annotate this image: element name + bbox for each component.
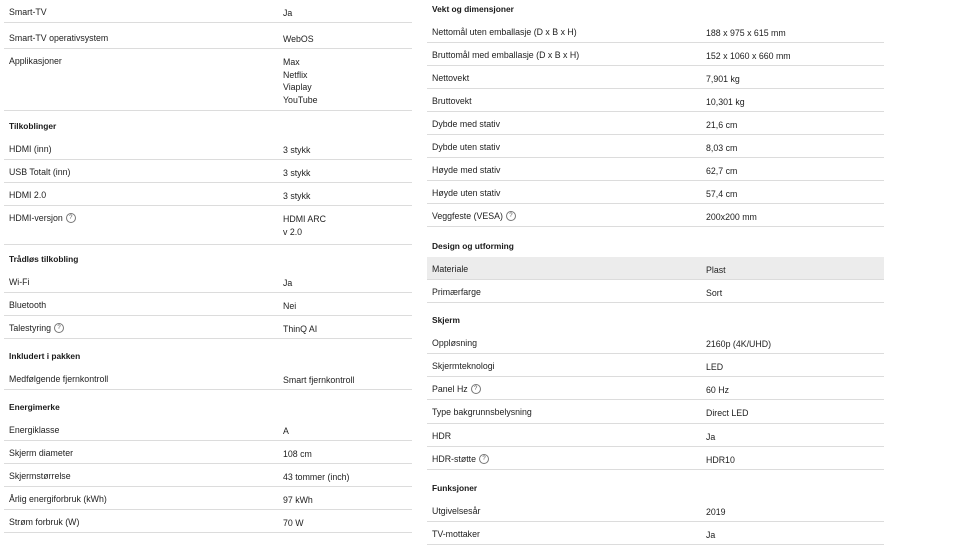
spec-value — [706, 361, 723, 374]
spec-value — [706, 27, 786, 40]
spec-value-line: 57,4 cm — [706, 189, 738, 199]
spec-value — [706, 384, 729, 397]
spec-label — [9, 7, 47, 17]
spec-label — [432, 73, 469, 83]
spec-row-arlig-energiforbruk-kwh — [4, 487, 412, 510]
spec-label-text: USB Totalt (inn) — [9, 167, 71, 177]
spec-label-text: Utgivelsesår — [432, 506, 481, 516]
spec-label — [9, 374, 108, 384]
spec-row-nettomal-uten-emballasje-d-x-b-x-h — [427, 20, 884, 43]
section-heading-design-og-utforming: Design og utforming — [432, 241, 514, 251]
spec-value — [706, 287, 722, 300]
spec-value — [706, 407, 749, 420]
spec-value — [283, 448, 312, 461]
section-heading-tradlos-tilkobling: Trådløs tilkobling — [9, 254, 79, 264]
section-heading-energimerke: Energimerke — [9, 402, 60, 412]
spec-label-text: Oppløsning — [432, 338, 477, 348]
spec-label — [432, 431, 451, 441]
spec-value-line: YouTube — [283, 94, 318, 105]
spec-label-text: Strøm forbruk (W) — [9, 517, 80, 527]
spec-label-text: Nettovekt — [432, 73, 470, 83]
spec-value-line: 8,03 cm — [706, 143, 738, 153]
spec-row-medfolgende-fjernkontroll — [4, 367, 412, 390]
spec-value-line: Viaplay — [283, 82, 312, 92]
spec-label-text: Type bakgrunnsbelysning — [432, 407, 532, 417]
spec-label-text: HDMI 2.0 — [9, 190, 47, 200]
spec-label-text: Medfølgende fjernkontroll — [9, 374, 109, 384]
spec-value-line: 188 x 975 x 615 mm — [706, 28, 786, 38]
spec-value — [283, 277, 292, 290]
spec-row-utgivelsesar — [427, 499, 884, 522]
spec-value — [706, 431, 715, 444]
help-icon[interactable]: ? — [54, 323, 64, 333]
spec-value — [283, 213, 326, 238]
spec-label — [432, 96, 472, 106]
section-heading-skjerm: Skjerm — [432, 315, 460, 325]
spec-row-energiklasse — [4, 418, 412, 441]
spec-label-text: Skjermteknologi — [432, 361, 495, 371]
spec-row-veggfeste-vesa — [427, 204, 884, 227]
spec-row-opplosning — [427, 331, 884, 354]
spec-label-text: Energiklasse — [9, 425, 60, 435]
spec-label-text: Nettomål uten emballasje (D x B x H) — [432, 27, 577, 37]
spec-value — [283, 425, 289, 438]
spec-label-text: HDR — [432, 431, 452, 441]
spec-value — [706, 165, 737, 178]
spec-label-text: Smart-TV — [9, 7, 47, 17]
spec-label — [9, 213, 76, 224]
spec-value — [283, 56, 318, 106]
spec-row-bruttomal-med-emballasje-d-x-b-x-h — [427, 43, 884, 66]
spec-value — [706, 50, 791, 63]
spec-value — [706, 211, 757, 224]
spec-label — [9, 300, 46, 310]
spec-row-materiale — [427, 257, 884, 280]
spec-label-text: Veggfeste (VESA) — [432, 211, 503, 221]
spec-value — [283, 167, 310, 180]
spec-label-text: HDMI-versjon — [9, 213, 63, 223]
spec-row-smart-tv — [4, 0, 412, 23]
spec-label-text: Høyde med stativ — [432, 165, 501, 175]
spec-value — [283, 517, 304, 530]
spec-row-type-bakgrunnsbelysning — [427, 400, 884, 424]
spec-label-text: Dybde med stativ — [432, 119, 500, 129]
spec-row-smart-tv-operativsystem — [4, 26, 412, 49]
spec-value-line: 7,901 kg — [706, 74, 740, 84]
spec-value-line: 2019 — [706, 507, 726, 517]
spec-row-tv-mottaker — [427, 522, 884, 545]
spec-value-line: 21,6 cm — [706, 120, 738, 130]
spec-label — [432, 454, 489, 465]
spec-value — [706, 264, 726, 277]
spec-value-line: LED — [706, 362, 724, 372]
spec-label-text: Høyde uten stativ — [432, 188, 501, 198]
spec-label-text: Skjerm diameter — [9, 448, 74, 458]
spec-value-line: Direct LED — [706, 408, 749, 418]
spec-label-text: Panel Hz — [432, 384, 468, 394]
spec-value-line: 3 stykk — [283, 168, 311, 178]
spec-label — [432, 287, 481, 297]
spec-label — [432, 264, 468, 274]
spec-value-line: HDMI ARC — [283, 214, 327, 224]
spec-value-line: ThinQ AI — [283, 324, 318, 334]
spec-value — [706, 454, 735, 467]
spec-label-text: HDMI (inn) — [9, 144, 52, 154]
spec-row-dybde-med-stativ — [427, 112, 884, 135]
help-icon[interactable]: ? — [506, 211, 516, 221]
spec-row-hoyde-med-stativ — [427, 158, 884, 181]
spec-row-hdr-stotte — [427, 447, 884, 470]
spec-row-bluetooth — [4, 293, 412, 316]
spec-label — [9, 144, 52, 154]
spec-label — [432, 407, 532, 417]
spec-label-text: Applikasjoner — [9, 56, 62, 66]
section-heading-vekt-og-dimensjoner: Vekt og dimensjoner — [432, 4, 514, 14]
spec-value-line: 43 tommer (inch) — [283, 472, 350, 482]
spec-label — [432, 529, 480, 539]
spec-row-usb-totalt-inn — [4, 160, 412, 183]
spec-row-hdmi-versjon — [4, 206, 412, 245]
spec-row-nettovekt — [427, 66, 884, 89]
spec-value-line: Sort — [706, 288, 723, 298]
spec-label-text: HDR-støtte — [432, 454, 476, 464]
spec-label — [432, 142, 500, 152]
spec-label-text: Årlig energiforbruk (kWh) — [9, 494, 107, 504]
spec-value — [283, 300, 296, 313]
spec-row-bruttovekt — [427, 89, 884, 112]
spec-value-line: HDR10 — [706, 455, 735, 465]
spec-label-text: Talestyring — [9, 323, 52, 333]
spec-row-skjermstorrelse — [4, 464, 412, 487]
spec-label — [9, 471, 71, 481]
spec-value-line: Ja — [283, 278, 293, 288]
spec-value — [706, 188, 737, 201]
spec-row-primaerfarge — [427, 280, 884, 303]
spec-value — [706, 338, 771, 351]
spec-label — [9, 277, 30, 287]
spec-value-line: 152 x 1060 x 660 mm — [706, 51, 791, 61]
spec-label-text: Dybde uten stativ — [432, 142, 500, 152]
help-icon[interactable]: ? — [471, 384, 481, 394]
spec-label — [432, 188, 500, 198]
spec-label — [9, 517, 79, 527]
spec-label — [9, 494, 107, 504]
spec-row-skjerm-diameter — [4, 441, 412, 464]
spec-value-line: 108 cm — [283, 449, 312, 459]
spec-value-line: v 2.0 — [283, 226, 303, 237]
spec-value — [283, 33, 314, 46]
spec-label — [9, 33, 108, 43]
section-heading-funksjoner: Funksjoner — [432, 483, 478, 493]
spec-label — [9, 425, 59, 435]
spec-row-strom-forbruk-w — [4, 510, 412, 533]
spec-row-hdmi-inn — [4, 137, 412, 160]
spec-value-line: 200x200 mm — [706, 212, 757, 222]
spec-label — [9, 448, 73, 458]
spec-value — [283, 190, 310, 203]
spec-value-line: Max — [283, 57, 300, 67]
spec-value — [283, 323, 317, 336]
spec-row-skjermteknologi — [427, 354, 884, 377]
spec-label-text: Bruttomål med emballasje (D x B x H) — [432, 50, 580, 60]
spec-label — [9, 56, 62, 66]
spec-label-text: Wi-Fi — [9, 277, 30, 287]
spec-label-text: Smart-TV operativsystem — [9, 33, 109, 43]
spec-value-line: Ja — [283, 8, 293, 18]
spec-value-line: A — [283, 426, 289, 436]
spec-label — [432, 506, 480, 516]
spec-value — [283, 7, 292, 20]
spec-label — [9, 190, 46, 200]
spec-value-line: WebOS — [283, 34, 314, 44]
spec-value-line: Netflix — [283, 69, 308, 80]
spec-value — [283, 144, 310, 157]
spec-value — [706, 119, 737, 132]
spec-value — [283, 494, 313, 507]
spec-value — [706, 73, 740, 86]
spec-label-text: Materiale — [432, 264, 469, 274]
spec-value-line: 10,301 kg — [706, 97, 745, 107]
spec-row-hdr — [427, 424, 884, 447]
spec-value-line: 3 stykk — [283, 191, 311, 201]
spec-value — [283, 374, 354, 387]
spec-value — [706, 142, 737, 155]
spec-label — [9, 167, 70, 177]
spec-row-hdmi-2-0 — [4, 183, 412, 206]
spec-label — [432, 27, 577, 37]
section-heading-tilkoblinger: Tilkoblinger — [9, 121, 57, 131]
spec-row-dybde-uten-stativ — [427, 135, 884, 158]
spec-label-text: Primærfarge — [432, 287, 481, 297]
help-icon[interactable]: ? — [479, 454, 489, 464]
section-heading-inkludert-i-pakken: Inkludert i pakken — [9, 351, 81, 361]
spec-value-line: 2160p (4K/UHD) — [706, 339, 772, 349]
spec-label-text: Bluetooth — [9, 300, 47, 310]
spec-label — [432, 361, 495, 371]
spec-label-text: Skjermstørrelse — [9, 471, 71, 481]
spec-label — [432, 338, 477, 348]
spec-row-panel-hz — [427, 377, 884, 400]
spec-label — [432, 50, 579, 60]
spec-row-applikasjoner — [4, 49, 412, 111]
spec-value-line: 97 kWh — [283, 495, 313, 505]
spec-label-text: Bruttovekt — [432, 96, 472, 106]
help-icon[interactable]: ? — [66, 213, 76, 223]
spec-value — [706, 96, 745, 109]
spec-value — [706, 506, 726, 519]
spec-row-wi-fi — [4, 270, 412, 293]
spec-value-line: Plast — [706, 265, 726, 275]
spec-label — [432, 165, 500, 175]
spec-value-line: Nei — [283, 301, 297, 311]
spec-label — [432, 384, 481, 395]
spec-value-line: Ja — [706, 530, 716, 540]
spec-label-text: TV-mottaker — [432, 529, 480, 539]
spec-row-talestyring — [4, 316, 412, 339]
spec-value-line: 60 Hz — [706, 385, 729, 395]
spec-value-line: Smart fjernkontroll — [283, 375, 355, 385]
spec-row-hoyde-uten-stativ — [427, 181, 884, 204]
spec-label — [432, 119, 500, 129]
spec-value-line: 3 stykk — [283, 145, 311, 155]
spec-value-line: Ja — [706, 432, 716, 442]
spec-value-line: 62,7 cm — [706, 166, 738, 176]
spec-value-line: 70 W — [283, 518, 304, 528]
spec-value — [283, 471, 349, 484]
spec-label — [432, 211, 516, 222]
spec-label — [9, 323, 64, 334]
